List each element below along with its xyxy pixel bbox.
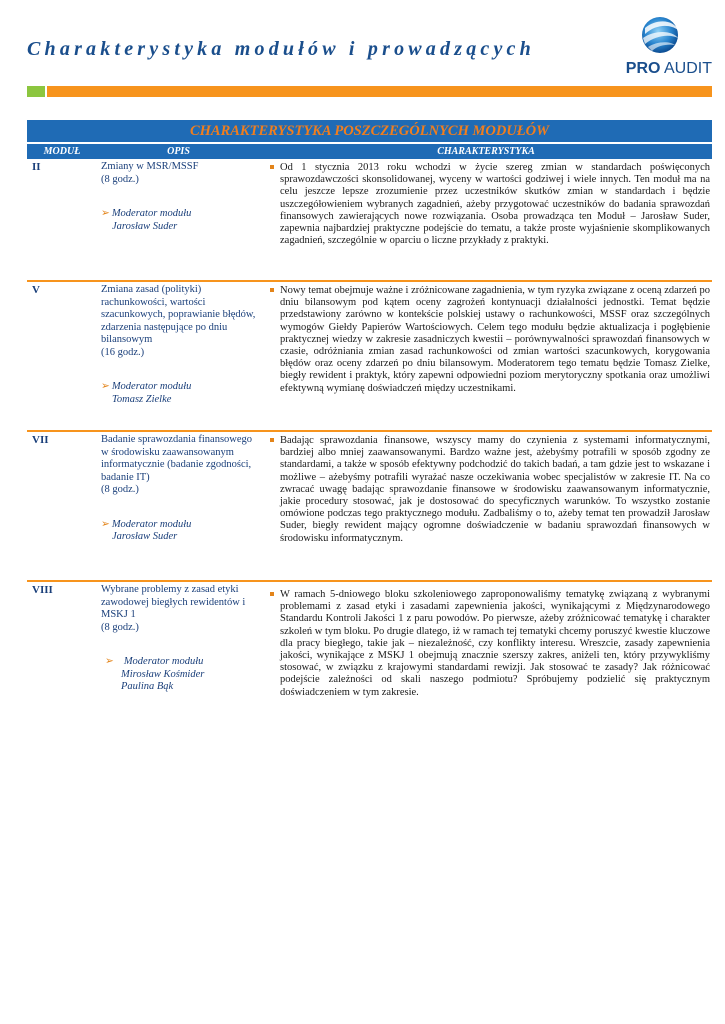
- moderator-block: [101, 208, 256, 233]
- table-row: [27, 282, 712, 432]
- module-number: VIII: [32, 584, 53, 596]
- logo-wordmark: [612, 60, 712, 78]
- moderator-block: [101, 381, 256, 406]
- moderator-block: [101, 656, 256, 694]
- module-description-cell: [97, 432, 260, 580]
- module-characteristic-cell: [260, 282, 712, 430]
- module-description: Zmiany w MSR/MSSF (8 godz.): [101, 161, 199, 185]
- square-bullet-icon: [270, 165, 274, 169]
- table-row: [27, 582, 712, 722]
- table-row: [27, 159, 712, 282]
- module-characteristic-cell: [260, 159, 712, 280]
- moderator-name: Jarosław Suder: [112, 531, 178, 542]
- module-number: V: [32, 284, 40, 296]
- moderator-name: Paulina Bąk: [121, 681, 174, 692]
- column-header-description: OPIS: [167, 146, 190, 157]
- logo-bold-text: PRO: [625, 60, 661, 77]
- arrow-bullet-icon: ➢: [101, 518, 110, 530]
- module-characteristic: Od 1 stycznia 2013 roku wchodzi w życie szereg zmian w standardach poświęconych sprawozdawczości skonsolidowanej, wyceny w wartości godziwej i wiele innych. Ten moduł ma na celu jeszcze lepsze zrozumienie przez uczestników skutków zmian w standardach i będzie uszczegółowieniem wybranych zagadnień, ażeby przygotować uczestników do badania sprawozdań finansowych zawierających nowe rozwiązania. Osoba prowadząca ten Moduł – Jarosław Suder, zapewnia najbardziej praktyczne podejście do tematu, a także proste wyjaśnienie skomplikowanych zagadnień, szczególnie w oparciu o liczne przykłady z praktyki.: [280, 162, 710, 247]
- globe-swirl-icon: [612, 14, 712, 60]
- moderator-block: [101, 519, 256, 544]
- pro-audit-logo: [612, 14, 712, 78]
- module-characteristic-cell: [260, 582, 712, 722]
- page-title: Charakterystyka modułów i prowadzących: [27, 38, 535, 60]
- decorative-orange-bar: [47, 86, 712, 97]
- arrow-bullet-icon: ➢: [101, 381, 110, 392]
- moderator-label: Moderator modułu: [123, 656, 204, 667]
- column-header-module: MODUŁ: [43, 146, 81, 157]
- column-header-characteristic: CHARAKTERYSTYKA: [437, 146, 535, 157]
- square-bullet-icon: [270, 288, 274, 292]
- table-header-row: [27, 142, 712, 159]
- arrow-bullet-icon: ➢: [105, 656, 114, 667]
- module-description: Wybrane problemy z zasad etyki zawodowej biegłych rewidentów i MSKJ 1 (8 godz.): [101, 584, 246, 633]
- moderator-label: Moderator modułu: [111, 208, 192, 219]
- module-description-cell: [97, 582, 260, 722]
- logo-regular-text: AUDIT: [664, 60, 712, 77]
- module-characteristic: Nowy temat obejmuje ważne i zróżnicowane zagadnienia, w tym ryzyka związane z oceną zdarzeń po dniu bilansowym pod kątem oceny zagrożeń kontynuacji działalności jednostki. Temat będzie przedstawiony zarówno w kontekście polskiej ustawy o rachunkowości, MSSF oraz szczególnych wymogów Giełdy Papierów Wartościowych. Celem tego modułu będzie aktualizacja i pogłębienie praktycznej wiedzy w zakresie zasadniczych kwestii – porównywalności sprawozdań finansowych w czasie, odróżniania zmian zasad rachunkowości od zmian wartości szacunkowych, korygowania błędów oraz oceny zdarzeń po dniu bilansowym. Moderatorem tego tematu będzie Tomasz Zielke, biegły rewident i praktyk, który zapewni odpowiedni poziom merytoryczny spotkania oraz umożliwi efektywną wymianę doświadczeń między uczestnikami.: [280, 285, 710, 394]
- module-description-cell: [97, 282, 260, 430]
- module-number: II: [32, 161, 41, 173]
- square-bullet-icon: [270, 438, 274, 442]
- module-description-cell: [97, 159, 260, 280]
- arrow-bullet-icon: ➢: [101, 208, 110, 219]
- module-number: VII: [32, 434, 49, 446]
- moderator-label: Moderator modułu: [111, 381, 192, 392]
- table-row: [27, 432, 712, 582]
- module-characteristic: W ramach 5-dniowego bloku szkoleniowego zaproponowaliśmy tematykę związaną z wybranymi problemami z zasad etyki i zasadami zapewnienia jakości, wynikającymi z Międzynarodowego Standardu Kontroli Jakości 1 z paru powodów. Po pierwsze, ażeby zróżnicować tematykę i charakter szkoleń w tym bloku. Po drugie dlatego, iż w ramach tej tematyki chcemy poruszyć kwestie kluczowe dla pracy biegłego, takie jak – niezależność, czy konflikty interesu. Wreszcie, zasady zapewnienia jakości, wynikające z MSKJ 1 obejmują znacznie szerszy zakres, aniżeli ten, który przywykliśmy stosować, w związku z krajowymi standardami rewizji. Jak stosować te zasady? Jak różnicować podejście zależności od skali naszego podmiotu? Spróbujemy podzielić się praktycznym doświadczeniem w tym zakresie.: [280, 589, 710, 698]
- moderator-name: Mirosław Kośmider: [121, 668, 205, 680]
- module-characteristic: Badając sprawozdania finansowe, wszyscy mamy do czynienia z systemami informatycznymi, bardziej albo mniej zaawansowanymi. Bardzo ważne jest, ażebyśmy potrafili w sposób zgodny ze standardami, a także w sposób efektywny podchodzić do takich badań, a tam gdzie jest to wskazane i możliwe – ażebyśmy potrafili wyrażać nasze oczekiwania wobec specjalistów w zakresie IT. Na co zwracać uwagę badając sprawozdanie finansowe w środowisku zaawansowanym informatycznie, jakie procedury stosować, jak je dostosować do specyficznych warunków. To wszystko zostanie omówione podczas tego praktycznego modułu. Zadbaliśmy o to, ażeby temat ten prowadził Jarosław Suder, biegły rewident mający ogromne doświadczenie w badaniu sprawozdań finansowych w środowisku informatycznym.: [280, 435, 710, 544]
- module-description: Zmiana zasad (polityki) rachunkowości, wartości szacunkowych, poprawianie błędów, zdarzenia następujące po dniu bilansowym (16 godz.): [101, 284, 256, 358]
- decorative-green-bar: [27, 86, 45, 97]
- modules-table: [27, 120, 712, 722]
- table-banner: CHARAKTERYSTYKA POSZCZEGÓLNYCH MODUŁÓW: [27, 120, 712, 142]
- square-bullet-icon: [270, 592, 274, 596]
- moderator-name: Tomasz Zielke: [112, 393, 172, 405]
- moderator-name: Jarosław Suder: [112, 220, 178, 232]
- moderator-label: Moderator modułu: [111, 518, 192, 530]
- module-description: Badanie sprawozdania finansowego w środowisku zaawansowanym informatycznie (badanie zgodności, badanie IT) (8 godz.): [101, 434, 253, 495]
- module-characteristic-cell: [260, 432, 712, 580]
